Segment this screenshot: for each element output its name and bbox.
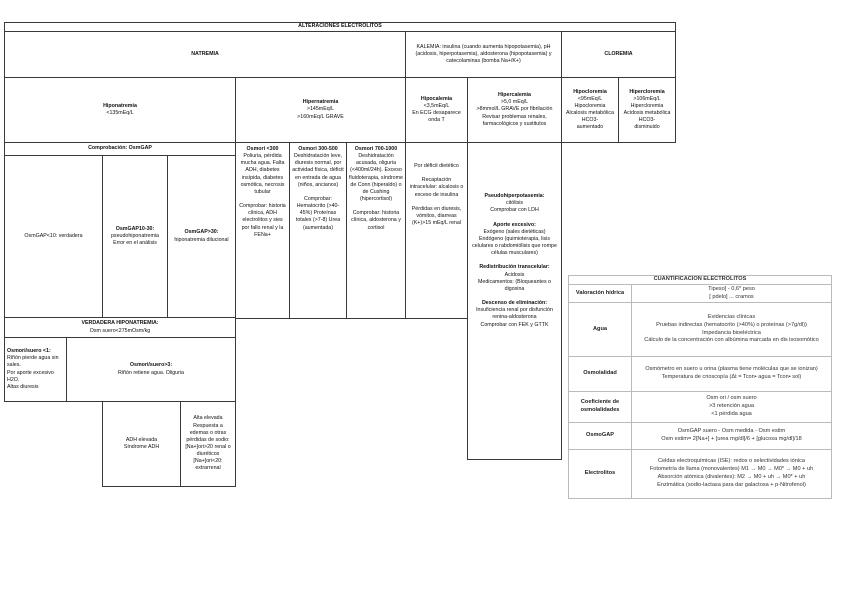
osmgap-lt10-cell: OsmGAP<10: verdadera [4,155,103,318]
cuant-label-coeficiente: Coeficiente de osmolalidades [568,391,632,423]
comprobacion-header: Comprobación: OsmGAP [4,142,236,156]
adh-elevada-cell: ADH elevada Síndrome ADH [102,401,181,487]
hipercloremia-cell: Hipercloremia >106mEq/L Hipercloremia Acidosis metabólica HCO3- disminuido [618,77,676,143]
cuant-text-osmogap: OsmGAP suero - Osm medida - Osm estim Osm estim= 2[Na+] + [urea mg/dl]/6 + [glucosa mg/dl]/18 [631,422,832,450]
hipercalemia-causes-cell: Pseudohiperpotasemia: citólisis Comprobar con LDH Aporte excesivo: Exógeno (sales dietéticas) Endógeno (quimioterapia, lisis celulares o rabdomiólisis que rompe células musculares) Redistribución transcelular: Acidosis Medicamentos: (Bloqueantes o digoxina Descenso de eliminación: Insuficiencia renal por disfunción renina-aldosterona Comprobar con FEK y GTTK [467,142,562,460]
cuant-label-electrolitos: Electrolitos [568,449,632,499]
cloremia-header: CLOREMIA [561,31,676,78]
cuant-text-valoracion: Tipeso] - 0,6* peso [ pdelo] ... cramos [631,284,832,303]
verdadera-hiponatremia-cell: VERDADERA HIPONATREMIA: Osm suero<275mOsm/kg [4,317,236,338]
osmgap-gt30-cell: OsmGAP>30: hiponatremia dilucional [167,155,236,318]
cuant-text-osmolalidad: Osmómetro en suero u orina (plasma tiene moléculas que se ionizan) Temperatura de crioscopía (Δt = Tcon• agua = Tcon• sol) [631,356,832,392]
hipernatremia-cell: Hipernatremia >145mEq/L >160mEq/L GRAVE [235,77,406,143]
cuant-text-electrolitos: Celdas electroquímicas (ISE): redox o selectividades iónica Fotometría de llama (monovalentes) M1 → M0 → M0* → M0 + uh Absorción atómica (divalentes): M2 → M0 + uh → M0* + uh Enzimática (sodio-lactasa para dar galactosa + p-Nitrofenol) [631,449,832,499]
kalemia-header: KALEMIA: insulina (cuando aumenta hipopotasemia), pH (acidosis, hiperpotasemia), aldosterona (hipopotasemia) y catecolaminas (bomba Na+/K+) [405,31,562,78]
main-title: ALTERACIONES ELECTROLITOS [4,22,676,32]
hipocalemia-causes-cell: Por déficit dietético Recaptación intracelular: alcalosis o exceso de insulina Pérdidas en diuresis, vómitos, diarreas (K+)>15 mEq/L renal [405,142,468,319]
hipercalemia-cell: Hipercalemia >5,0 mEq/L >8mmol/L GRAVE por fibrilación Revisar problemas renales, farmacológicos y sustitutos [467,77,562,143]
osmori-300-500-cell: Osmori 300-500 Deshidratación leve, diuresis normal, por actividad física, déficit en entrada de agua (niños, ancianos) Comprobar: Hematocrito (>40-45%) Proteínas totales (>7-8) Urea (aumentada) [289,142,347,319]
osmori-lt1-cell: Osmori/suero <1: Riñón pierde agua sin sales. Por aporte excesivo H2O. Altas diuresis [4,337,67,402]
cuant-title: CUANTIFICACIÓN ELECTROLITOS [568,275,832,285]
hipocalemia-cell: Hipocalemia <3,5mEq/L En ECG desaparece onda T [405,77,468,143]
osmori-lt300-cell: Osmori <300 Poliuria, pérdida mucha agua. Falta ADH, diabetes insípida, diabetes osmótica, necrosis tubular Comprobar: historia clínica, ADH electrolitos y sies por fallo renal y la FENa+ [235,142,290,319]
cuant-label-valoracion: Valoración hídrica [568,284,632,303]
osmori-gt3-cell: Osmori/suero>3: Riñón retiene agua. Oliguria [66,337,236,402]
cuant-label-agua: Agua [568,302,632,357]
cuant-label-osmogap: OsmoGAP [568,422,632,450]
cuant-label-osmolalidad: Osmolalidad [568,356,632,392]
hipocloremia-cell: Hipocloremia <95mEq/L Hipocloremia Alcalosis metabólica HCO3- aumentado [561,77,619,143]
cuant-text-coeficiente: Osm ori / osm suero >3 retención agua <1 pérdida agua [631,391,832,423]
osmori-700-1000-cell: Osmori 700-1000 Deshidratación acusada, oliguria (<400ml/24h). Exceso fluidoterapia, síndrome de Conn (hiperaldo) o de Cushing (hipercortisol) Comprobar: historia clínica, aldosterona y cortisol [346,142,406,319]
cuant-text-agua: Evidencias clínicas Pruebas indirectas (hematocrito (>40%) o proteínas (>7g/dl)) Impedancia bioeléctrica Cálculo de la concentración con albúmina marcada en dis isosomótico [631,302,832,357]
natremia-header: NATREMIA [4,31,406,78]
osmgap-10-30-cell: OsmGAP10-30: pseudohiponatremia Error en el análisis [102,155,168,318]
alta-elevada-cell: Alta elevada Respuesta a edemas o otras pérdidas de sodio: [Na+]ori>20 renal o diuréticos [Na+]ori<20: extrarrenal [180,401,236,487]
hiponatremia-cell: Hiponatremia <135mEq/L [4,77,236,143]
